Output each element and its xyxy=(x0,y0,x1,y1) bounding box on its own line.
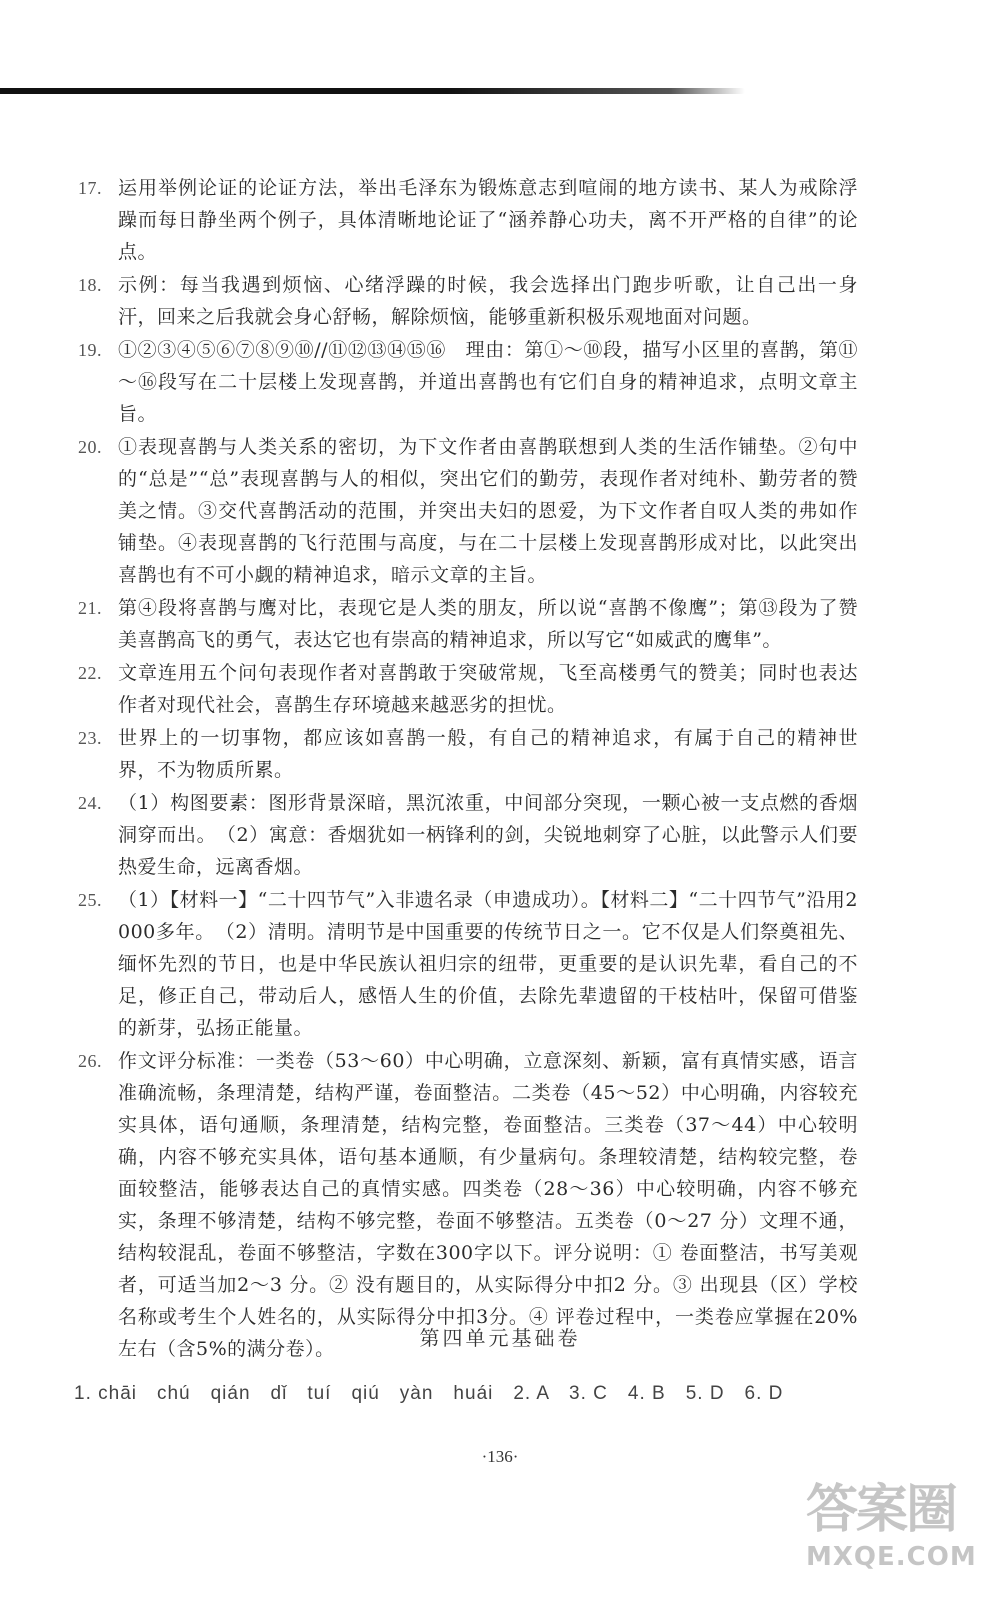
answer-item xyxy=(78,172,858,268)
section-answer-line: 1. chāi chú qián dǐ tuí qiú yàn huái 2. A 3. C 4. B 5. D 6. D xyxy=(74,1383,784,1404)
answer-item xyxy=(78,884,858,1044)
answer-item xyxy=(78,269,858,333)
answer-text: 第④段将喜鹊与鹰对比，表现它是人类的朋友，所以说“喜鹊不像鹰”；第⑬段为了赞美喜鹊高飞的勇气，表达它也有崇高的精神追求，所以写它“如威武的鹰隼”。 xyxy=(118,597,858,651)
answer-item xyxy=(78,787,858,883)
answer-item xyxy=(78,431,858,591)
answer-text: 示例：每当我遇到烦恼、心绪浮躁的时候，我会选择出门跑步听歌，让自己出一身汗，回来之后我就会身心舒畅，解除烦恼，能够重新积极乐观地面对问题。 xyxy=(118,274,858,328)
answer-number: 24. xyxy=(78,793,102,813)
watermark-text-top: 答案圈 xyxy=(806,1480,957,1540)
answer-number: 25. xyxy=(78,890,102,910)
answer-number: 20. xyxy=(78,437,102,457)
answer-number: 17. xyxy=(78,178,102,198)
watermark-logo xyxy=(806,1480,986,1590)
section-title: 第四单元基础卷 xyxy=(419,1326,581,1350)
answer-text: 世界上的一切事物，都应该如喜鹊一般，有自己的精神追求，有属于自己的精神世界，不为物质所累。 xyxy=(118,727,858,781)
answer-item xyxy=(78,334,858,430)
answer-text: （1）构图要素：图形背景深暗，黑沉浓重，中间部分突现，一颗心被一支点燃的香烟洞穿而出。 （2）寓意：香烟犹如一柄锋利的剑，尖锐地刺穿了心脏，以此警示人们要热爱生命，远离香烟。 xyxy=(118,792,858,878)
answer-number: 26. xyxy=(78,1051,102,1071)
answer-text: 运用举例论证的论证方法，举出毛泽东为锻炼意志到喧闹的地方读书、某人为戒除浮躁而每日静坐两个例子，具体清晰地论证了“涵养静心功夫，离不开严格的自律”的论点。 xyxy=(118,177,858,263)
answer-item xyxy=(78,657,858,721)
answer-number: 21. xyxy=(78,598,102,618)
answer-text: 作文评分标准：一类卷（53～60）中心明确，立意深刻、新颖，富有真情实感，语言准确流畅，条理清楚，结构严谨，卷面整洁。二类卷（45～52）中心明确，内容较充实具体，语句通顺，条理清楚，结构完整，卷面整洁。三类卷（37～44）中心较明确，内容不够充实具体，语句基本通顺，有少量病句。条理较清楚，结构较完整，卷面较整洁，能够表达自己的真情实感。四类卷（28～36）中心较明确，内容不够充实，条理不够清楚，结构不够完整，卷面不够整洁。五类卷（0～27 分）文理不通，结构较混乱，卷面不够整洁，字数在300字以下。评分说明：① 卷面整洁，书写美观者，可适当加2～3 分。② 没有题目的，从实际得分中扣2 分。③ 出现县（区）学校名称或考生个人姓名的，从实际得分中扣3分。④ 评卷过程中，一类卷应掌握在20%左右（含5%的满分卷）。 xyxy=(118,1050,858,1360)
answer-number: 18. xyxy=(78,275,102,295)
answer-item xyxy=(78,722,858,786)
top-rule xyxy=(0,88,745,94)
answer-number: 22. xyxy=(78,663,102,683)
answer-text: 文章连用五个问句表现作者对喜鹊敢于突破常规，飞至高楼勇气的赞美；同时也表达作者对现代社会，喜鹊生存环境越来越恶劣的担忧。 xyxy=(118,662,858,716)
answer-item xyxy=(78,1045,858,1365)
answer-number: 23. xyxy=(78,728,102,748)
answer-list xyxy=(78,172,858,1366)
page-number: ·136· xyxy=(481,1447,519,1466)
answer-number: 19. xyxy=(78,340,102,360)
answer-text: ①表现喜鹊与人类关系的密切，为下文作者由喜鹊联想到人类的生活作铺垫。②句中的“总是”“总”表现喜鹊与人的相似，突出它们的勤劳，表现作者对纯朴、勤劳者的赞美之情。③交代喜鹊活动的范围，并突出夫妇的恩爱，为下文作者自叹人类的弗如作铺垫。④表现喜鹊的飞行范围与高度，与在二十层楼上发现喜鹊形成对比，以此突出喜鹊也有不可小觑的精神追求，暗示文章的主旨。 xyxy=(118,436,858,586)
watermark-text-bottom: MXQE.COM xyxy=(806,1542,977,1572)
answer-text: ①②③④⑤⑥⑦⑧⑨⑩//⑪⑫⑬⑭⑮⑯ 理由：第①～⑩段，描写小区里的喜鹊，第⑪～⑯段写在二十层楼上发现喜鹊，并道出喜鹊也有它们自身的精神追求，点明文章主旨。 xyxy=(118,339,858,425)
answer-text: （1）【材料一】“二十四节气”入非遗名录（申遗成功）。【材料二】“二十四节气”沿用2 000多年。 （2）清明。清明节是中国重要的传统节日之一。它不仅是人们祭奠祖先、缅怀先烈的节日，也是中华民族认祖归宗的纽带，更重要的是认识先辈，看自己的不足，修正自己，带动后人，感悟人生的价值，去除先辈遗留的干枝枯叶，保留可借鉴的新芽，弘扬正能量。 xyxy=(118,889,858,1039)
answer-item xyxy=(78,592,858,656)
